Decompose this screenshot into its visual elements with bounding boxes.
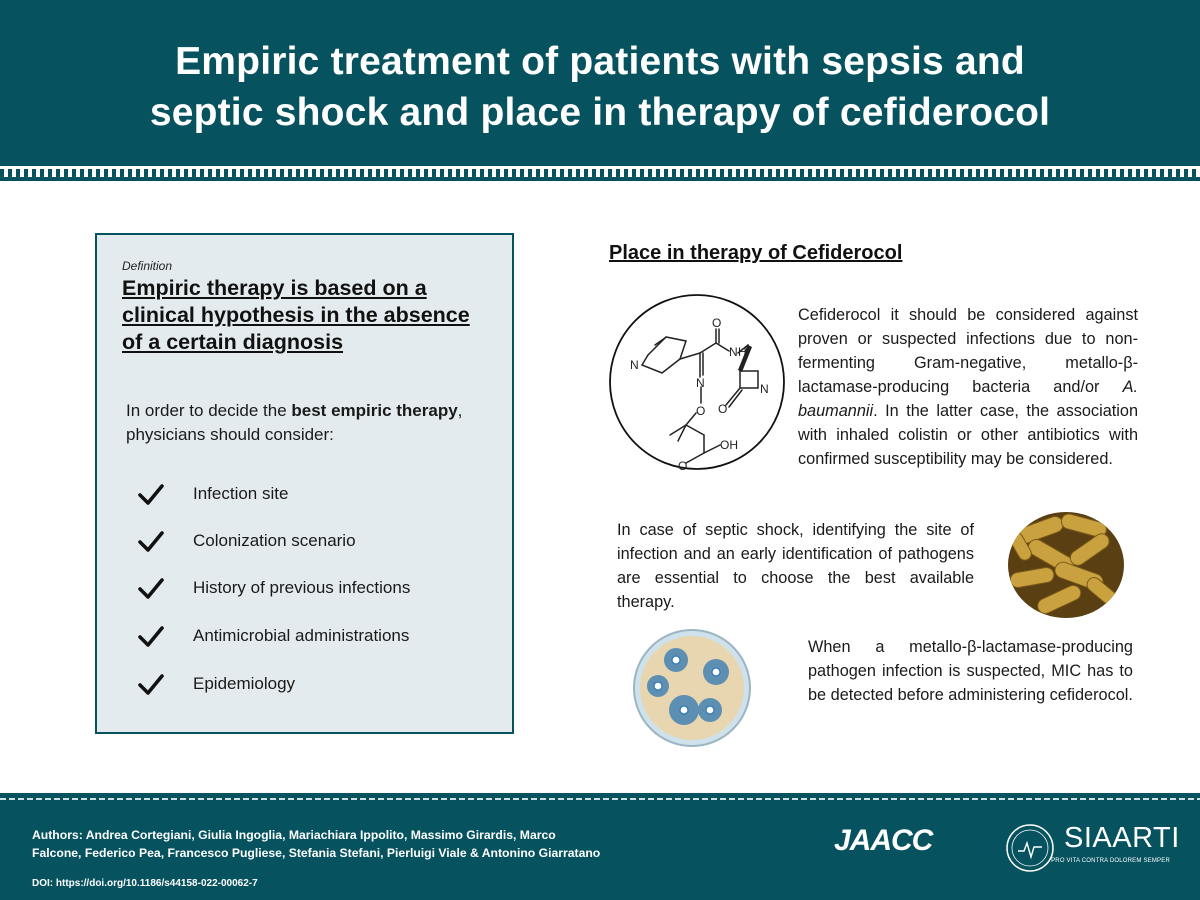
checklist-item bbox=[137, 672, 477, 698]
checklist-item-label: Antimicrobial administrations bbox=[193, 626, 410, 645]
page-title bbox=[0, 36, 1200, 138]
paragraph-text-species: A. baumannii bbox=[798, 378, 1138, 420]
definition-intro bbox=[126, 399, 486, 447]
petri-dish-image bbox=[632, 628, 752, 748]
journal-logo: JAACC bbox=[834, 824, 933, 857]
atom-label: N bbox=[760, 382, 769, 396]
paragraph-text-end: . In the latter case, the association with inhaled colistin or other antibiotics with confirmed susceptibility may be considered. bbox=[798, 402, 1138, 468]
checklist-item bbox=[137, 482, 477, 508]
society-logo: SIAARTI bbox=[1064, 822, 1180, 854]
definition-box bbox=[95, 233, 514, 734]
checklist-item-label: Infection site bbox=[193, 484, 289, 503]
checkmark-icon bbox=[137, 576, 165, 602]
atom-label: N bbox=[729, 345, 738, 359]
atom-label: N bbox=[630, 358, 639, 372]
society-motto: PRO VITA CONTRA DOLOREM SEMPER bbox=[1051, 858, 1170, 864]
cefiderocol-molecule-diagram bbox=[608, 293, 786, 471]
atom-label: O bbox=[712, 316, 722, 330]
checkmark-icon bbox=[137, 672, 165, 698]
atom-label: O bbox=[696, 404, 706, 418]
intro-text-start: In order to decide the bbox=[126, 401, 292, 420]
checklist-item-label: Colonization scenario bbox=[193, 531, 356, 550]
header-banner bbox=[0, 0, 1200, 166]
checklist-item bbox=[137, 624, 477, 650]
checkmark-icon bbox=[137, 624, 165, 650]
society-seal-icon bbox=[1005, 823, 1055, 873]
cefiderocol-indication-paragraph bbox=[798, 303, 1138, 471]
footer-banner bbox=[0, 793, 1200, 900]
checklist-item-label: History of previous infections bbox=[193, 578, 411, 597]
footer-border-pattern bbox=[0, 798, 1200, 800]
mic-detection-paragraph: When a metallo-β-lactamase-producing pathogen infection is suspected, MIC has to be detected before administering cefiderocol. bbox=[808, 638, 1133, 704]
checkmark-icon bbox=[137, 482, 165, 508]
header-border-pattern bbox=[0, 166, 1200, 182]
checklist-item bbox=[137, 529, 477, 555]
title-line-1: Empiric treatment of patients with sepsis and bbox=[175, 40, 1025, 83]
title-line-2: septic shock and place in therapy of cefiderocol bbox=[149, 91, 1051, 134]
authors-text bbox=[32, 826, 632, 862]
definition-label: Definition bbox=[122, 259, 173, 273]
atom-label: O bbox=[718, 402, 728, 416]
atom-label: O bbox=[678, 459, 688, 471]
atom-label: H bbox=[738, 345, 747, 359]
atom-label: OH bbox=[720, 438, 738, 452]
septic-shock-paragraph: In case of septic shock, identifying the site of infection and an early identification of pathogens are essential to choose the best available therapy. bbox=[617, 521, 974, 611]
intro-text-end: , physicians should consider: bbox=[126, 401, 463, 444]
atom-label: N bbox=[696, 376, 705, 390]
intro-text-bold: best empiric therapy bbox=[291, 401, 458, 420]
authors-line-1: Authors: Andrea Cortegiani, Giulia Ingoglia, Mariachiara Ippolito, Massimo Girardis, Marco bbox=[32, 828, 556, 842]
checklist-item bbox=[137, 576, 477, 602]
bacteria-image bbox=[1006, 510, 1126, 620]
doi-link[interactable]: DOI: https://doi.org/10.1186/s44158-022-00062-7 bbox=[32, 878, 258, 889]
section-heading: Place in therapy of Cefiderocol bbox=[609, 242, 903, 264]
definition-heading: Empiric therapy is based on a clinical hypothesis in the absence of a certain diagnosis bbox=[122, 276, 470, 354]
authors-line-2: Falcone, Federico Pea, Francesco Pugliese, Stefania Stefani, Pierluigi Viale & Antonino Giarratano bbox=[32, 846, 601, 860]
paragraph-text-start: Cefiderocol it should be considered against proven or suspected infections due to non-fermenting Gram-negative, metallo-β-lactamase-producing bacteria and/or bbox=[798, 306, 1138, 396]
checklist-item-label: Epidemiology bbox=[193, 674, 296, 693]
checkmark-icon bbox=[137, 529, 165, 555]
